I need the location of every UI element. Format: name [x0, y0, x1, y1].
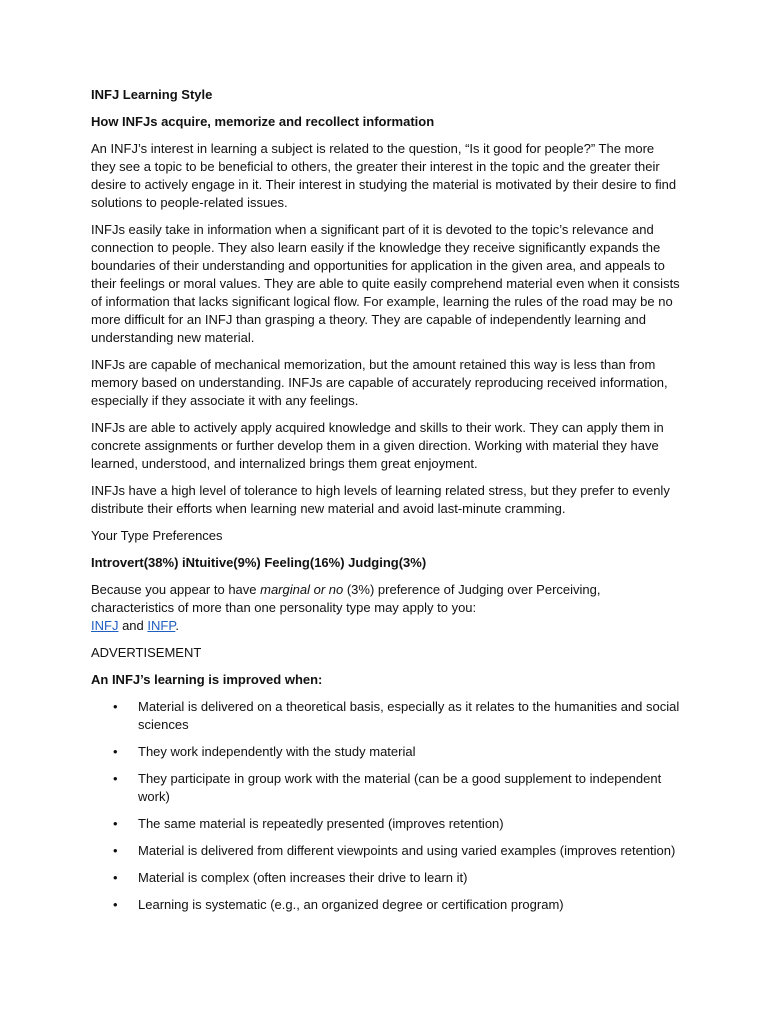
- paragraph-interest: An INFJ’s interest in learning a subject is related to the question, “Is it good for people?” The more they see a topic to be beneficial to others, the greater their interest in the topic and the greater their desire to actively engage in it. Their interest in studying the material is motivated by their desire to find solutions to people-related issues.: [91, 141, 677, 210]
- list-item-text: Material is delivered on a theoretical basis, especially as it relates to the humanities and social sciences: [138, 699, 680, 732]
- paragraph-stress: INFJs have a high level of tolerance to high levels of learning related stress, but they prefer to evenly distribute their efforts when learning new material and avoid last-minute cramming.: [91, 483, 670, 516]
- bullet-icon: •: [113, 870, 118, 885]
- marginal-preference-note: [91, 581, 681, 635]
- bullet-icon: •: [113, 843, 118, 858]
- list-item: [91, 815, 681, 833]
- bullet-icon: •: [113, 699, 118, 714]
- infp-link[interactable]: INFP: [147, 618, 176, 633]
- marginal-text-after: (3%) preference of Judging over Perceiving, characteristics of more than one personality type may apply to you:: [91, 582, 601, 615]
- link-conjunction: and: [118, 618, 148, 633]
- list-item-text: They work independently with the study material: [138, 744, 416, 759]
- infj-link[interactable]: INFJ: [91, 618, 119, 633]
- improved-heading: An INFJ’s learning is improved when:: [91, 672, 323, 687]
- advertisement-label: ADVERTISEMENT: [91, 645, 202, 660]
- document-subtitle: How INFJs acquire, memorize and recollect information: [91, 114, 435, 129]
- type-preferences-heading: Your Type Preferences: [91, 528, 223, 543]
- list-item: [91, 743, 681, 761]
- bullet-icon: •: [113, 744, 118, 759]
- type-preferences-scores: Introvert(38%) iNtuitive(9%) Feeling(16%) Judging(3%): [91, 555, 427, 570]
- list-item: [91, 896, 681, 914]
- marginal-text-before: Because you appear to have: [91, 582, 261, 597]
- marginal-text-emphasis: marginal or no: [260, 582, 344, 597]
- list-item: [91, 770, 681, 806]
- list-item: [91, 842, 681, 860]
- improvement-list: [91, 698, 681, 914]
- link-period: .: [175, 618, 179, 633]
- bullet-icon: •: [113, 771, 118, 786]
- document-title: INFJ Learning Style: [91, 87, 213, 102]
- list-item-text: Learning is systematic (e.g., an organized degree or certification program): [138, 897, 564, 912]
- list-item-text: Material is complex (often increases their drive to learn it): [138, 870, 468, 885]
- list-item-text: The same material is repeatedly presented (improves retention): [138, 816, 504, 831]
- bullet-icon: •: [113, 816, 118, 831]
- list-item: [91, 698, 681, 734]
- list-item-text: Material is delivered from different viewpoints and using varied examples (improves retention): [138, 843, 676, 858]
- document-body: [91, 86, 681, 923]
- list-item: [91, 869, 681, 887]
- list-item-text: They participate in group work with the material (can be a good supplement to independent work): [138, 771, 662, 804]
- bullet-icon: •: [113, 897, 118, 912]
- paragraph-application: INFJs are able to actively apply acquired knowledge and skills to their work. They can apply them in concrete assignments or further develop them in a given direction. Working with material they have learned, understood, and internalized brings them great enjoyment.: [91, 420, 664, 471]
- paragraph-memorization: INFJs are capable of mechanical memorization, but the amount retained this way is less than from memory based on understanding. INFJs are capable of accurately reproducing received information, especially if they associate it with any feelings.: [91, 357, 668, 408]
- paragraph-intake: INFJs easily take in information when a significant part of it is devoted to the topic’s relevance and connection to people. They also learn easily if the knowledge they receive significantly expands the boundaries of their understanding and opportunities for application in the given area, and appeals to their feelings or moral values. They are able to quite easily comprehend material even when it consists of information that lacks significant logical flow. For example, learning the rules of the road may be no more difficult for an INFJ than grasping a theory. They are capable of independently learning and understanding new material.: [91, 222, 680, 345]
